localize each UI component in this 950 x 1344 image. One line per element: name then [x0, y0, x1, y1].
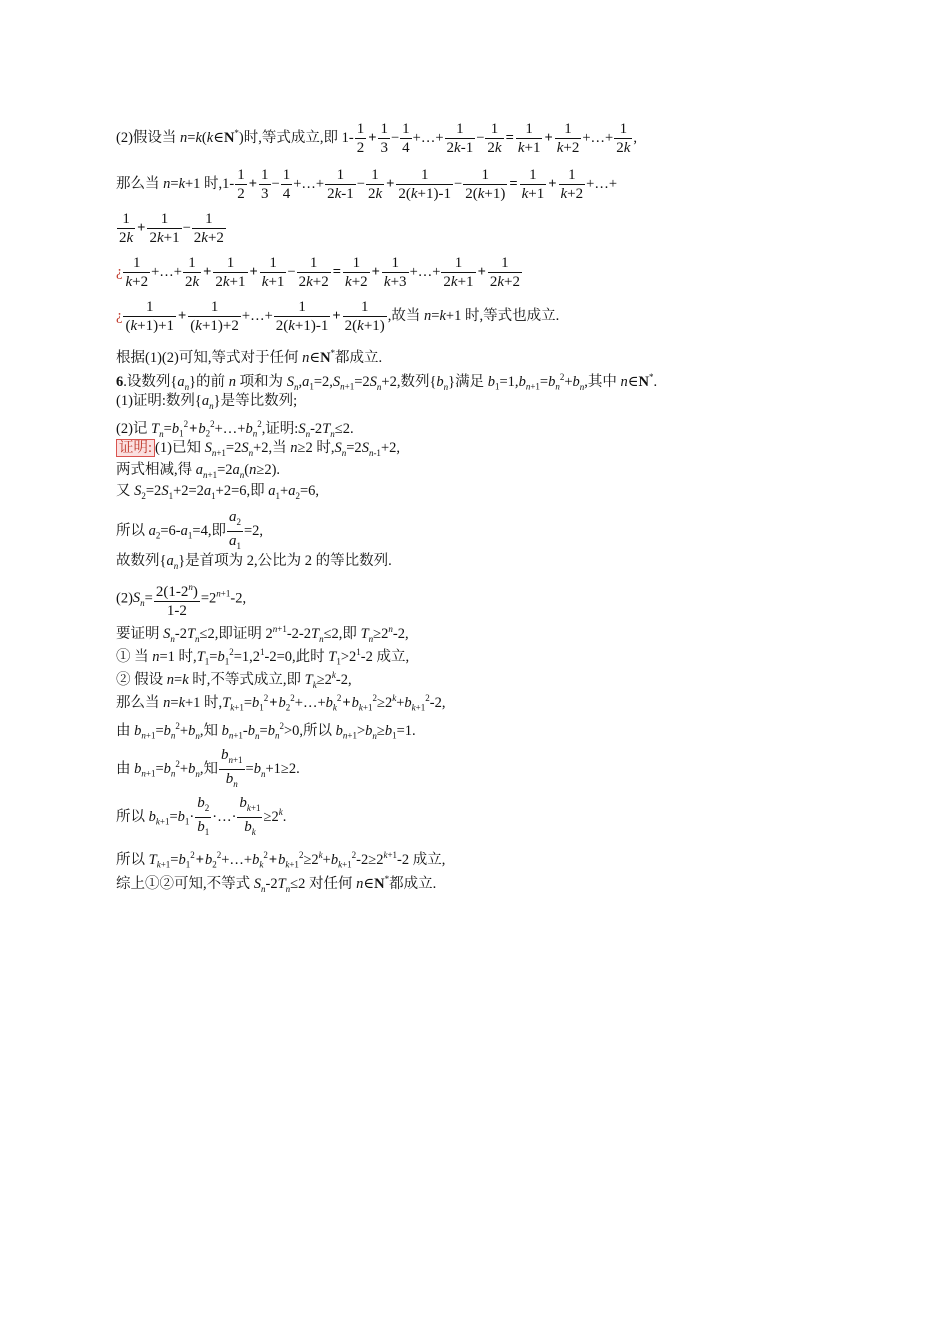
text-line: 综上①②可知,不等式 $S_n-2T_n\le 2$ 对任何 n∈N*都成立.: [116, 874, 437, 894]
proof-label: 证明:: [116, 439, 155, 457]
text-line: (1)证明:数列$\{a_n\}$是等比数列;: [116, 393, 298, 411]
text-line: ① 当 n=1 时$,T_1=b_1^2=1,2^1-2=0$,此时 $T_1>2^1-2$ 成立,: [116, 647, 410, 667]
text-line: 由 $b_{n+1}=b_n^2+b_n$,知 $\frac{b_{n+1}}{b_n}$ $=b_n+1\ge 2$.: [116, 746, 300, 793]
text-line: 那么当 n=k+1 时,1- $\frac{1}{2}$ + $\frac{1}{3}$ − $\frac{1}{4}$ +…+ $\frac{1}{2k-1}$ − $\frac{1}{2k}$ + $\frac{1}{2(k+1)-1}$ − $\frac{1}{2(k+1)}$ = $\frac{1}{k+1}$ + $\frac{1}{k+2}$ +…+: [116, 167, 617, 202]
text-line: 所以 $b_{k+1}=b_1\cdot$ $\frac{b_2}{b_1}$ ·…· $\frac{b_{k+1}}{b_k}$ $\ge 2^k$.: [116, 794, 286, 841]
text-line: 证明: (1)已知 $S_{n+1}=2S_n+2$,当 n≥2 时$,S_n=2S_{n-1}+2$,: [116, 439, 400, 462]
text-line: 又 $S_2=2S_1+2=2a_1+2=6$,即 $a_1+a_2=6$,: [116, 483, 320, 501]
problem-6-statement: 6.设数列$\{a_n\}$的前 n 项和为 $S_n,a_1=2,S_{n+1}=2S_n+2$,数列$\{b_n\}$满足 $b_1=1,b_{n+1}=b_n^2+b_n$,其中 n∈N*.: [116, 372, 658, 392]
text-line: $\frac{1}{2k}$ + $\frac{1}{2k+1}$ − $\frac{1}{2k+2}$: [119, 211, 224, 246]
text-line: 两式相减,得 $a_{n+1}=2a_n(n\ge 2)$.: [116, 462, 281, 480]
text-line: ② 假设 n=k 时,不等式成立,即 $T_k\ge 2^k-2$,: [116, 670, 352, 690]
text-line: (2)假设当 n=k(k∈N*)时,等式成立,即 1- $\frac{1}{2}$ + $\frac{1}{3}$ − $\frac{1}{4}$ +…+ $\frac{1}{2k-1}$ − $\frac{1}{2k}$ = $\frac{1}{k+1}$ + $\frac{1}{k+2}$ +…+ $\frac{1}{2k}$ ,: [116, 121, 638, 156]
text-line: 所以 $a_2=6-a_1=4$,即 $\frac{a_2}{a_1}$ =2,: [116, 508, 263, 555]
text-line: 根据(1)(2)可知,等式对于任何 n∈N*都成立.: [116, 348, 383, 366]
text-line: (2)记 $T_n=b_1^2+b_2^2+\dots+b_n^2$,证明$:S_n-2T_n\le 2$.: [116, 419, 354, 439]
text-line: 故数列$\{a_n\}$是首项为 2,公比为 2 的等比数列.: [116, 553, 392, 571]
text-line: $(2)S_n=$ $\frac{2(1-2^n)}{1-2}$ $=2^{n+1}-2$,: [116, 582, 247, 619]
text-line: 要证明 $S_n-2T_n\le 2$,即证明 $2^{n+1}-2-2T_n\le 2$,即 $T_n\ge 2^n-2$,: [116, 624, 409, 644]
text-line: 由 $b_{n+1}=b_n^2+b_n$,知 $b_{n+1}-b_n=b_n^2>0$,所以 $b_{n+1}>b_n\ge b_1=1$.: [116, 721, 416, 741]
text-line: 那么当 n=k+1 时$,T_{k+1}=b_1^2+b_2^2+\dots+b_k^2+b_{k+1}^2\ge 2^k+b_{k+1}^2-2$,: [116, 693, 446, 713]
text-line: 所以 $T_{k+1}=b_1^2+b_2^2+\dots+b_k^2+b_{k+1}^2\ge 2^k+b_{k+1}^2-2\ge 2^{k+1}-2$ 成立,: [116, 850, 446, 870]
text-line: ¿ $\frac{1}{k+2}$ +…+ $\frac{1}{2k}$ + $\frac{1}{2k+1}$ + $\frac{1}{k+1}$ − $\frac{1}{2k+2}$ = $\frac{1}{k+2}$ + $\frac{1}{k+3}$ +…+ $\frac{1}{2k+1}$ + $\frac{1}{2k+2}$: [116, 255, 520, 290]
text-line: ¿ $\frac{1}{(k+1)+1}$ + $\frac{1}{(k+1)+2}$ +…+ $\frac{1}{2(k+1)-1}$ + $\frac{1}{2(k+1)}$ ,故当 n=k+1 时,等式也成立.: [116, 299, 560, 334]
